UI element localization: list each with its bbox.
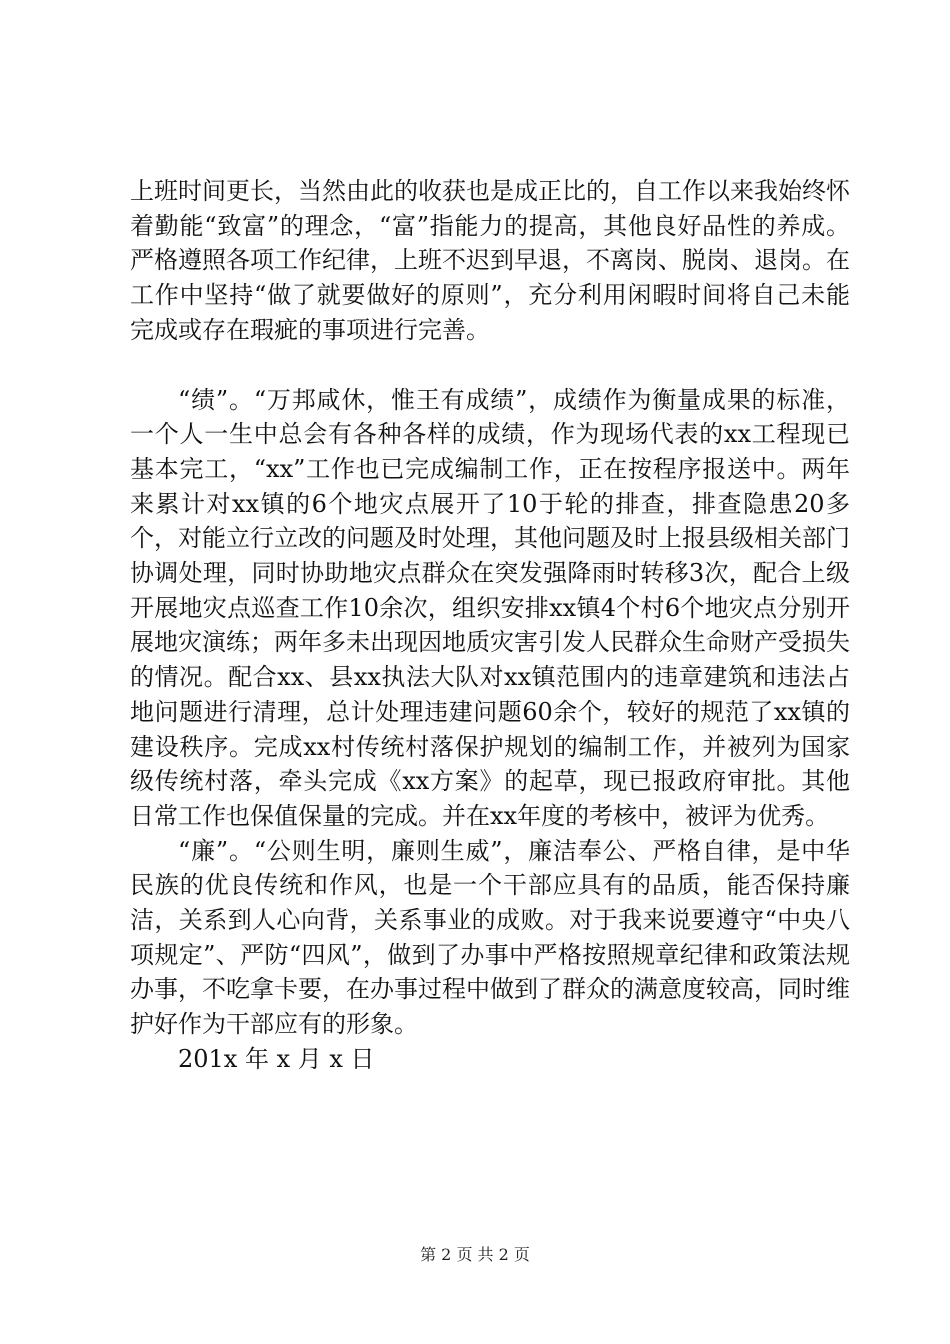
paragraph-integrity: “廉”。“公则生明，廉则生威”，廉洁奉公、严格自律，是中华民族的优良传统和作风，也是一个干部应具有的品质，能否保持廉洁，关系到人心向背，关系事业的成败。对于我来说要遵守“中央八项规定”、严防“四风”，做到了办事中严格按照规章纪律和政策法规办事，不吃拿卡要，在办事过程中做到了群众的满意度较高，同时维护好作为干部应有的形象。: [130, 836, 850, 1039]
paragraph-spacer: [130, 348, 850, 383]
paragraph-diligence: 上班时间更长，当然由此的收获也是成正比的，自工作以来我始终怀着勤能“致富”的理念，“富”指能力的提高，其他良好品性的养成。严格遵照各项工作纪律，上班不迟到早退，不离岗、脱岗、退岗。在工作中坚持“做了就要做好的原则”，充分利用闲暇时间将自己未能完成或存在瑕疵的事项进行完善。: [130, 177, 850, 344]
document-date: 201x 年 x 月 x 日: [178, 1044, 375, 1073]
page-number-footer: 第 2 页 共 2 页: [420, 1245, 530, 1264]
paragraph-achievement: “绩”。“万邦咸休，惟王有成绩”，成绩作为衡量成果的标准，一个人一生中总会有各种各样的成绩，作为现场代表的xx工程现已基本完工，“xx”工作也已完成编制工作，正在按程序报送中。两年来累计对xx镇的6个地灾点展开了10于轮的排查，排查隐患20多个，对能立行立改的问题及时处理，其他问题及时上报县级相关部门协调处理，同时协助地灾点群众在突发强降雨时转移3次，配合上级开展地灾点巡查工作10余次，组织安排xx镇4个村6个地灾点分别开展地灾演练；两年多未出现因地质灾害引发人民群众生命财产受损失的情况。配合xx、县xx执法大队对xx镇范围内的违章建筑和违法占地问题进行清理，总计处理违建问题60余个，较好的规范了xx镇的建设秩序。完成xx村传统村落保护规划的编制工作，并被列为国家级传统村落，牵头完成《xx方案》的起草，现已报政府审批。其他日常工作也保值保量的完成。并在xx年度的考核中，被评为优秀。: [130, 385, 850, 830]
document-body: [130, 174, 850, 1077]
